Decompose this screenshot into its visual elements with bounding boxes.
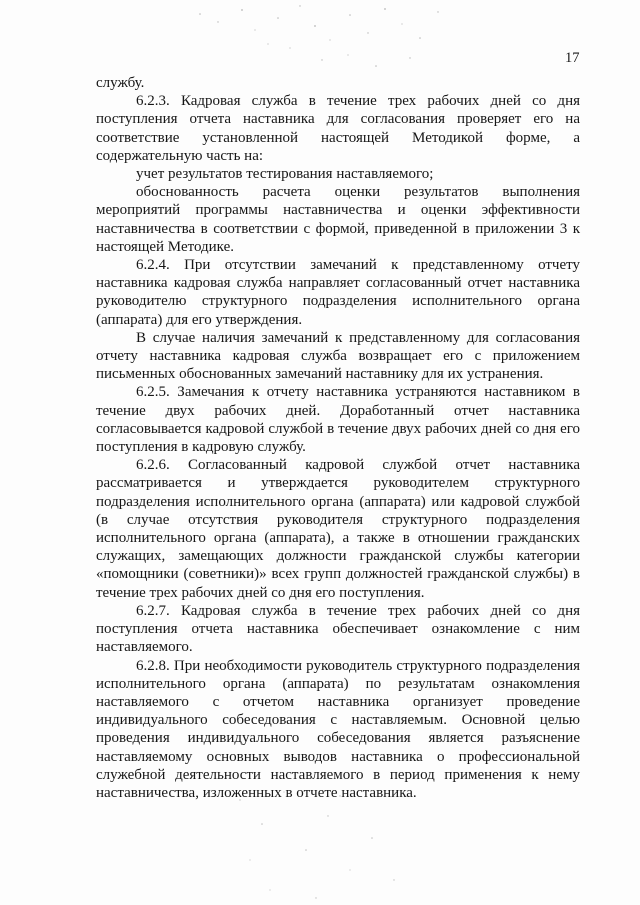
paragraph: обоснованность расчета оценки результатов выполнения мероприятий программы наставничества и оценки эффективности наставничества в соответствии с формой, приведенной в приложении 3 к настоящей Методике. [96, 184, 580, 255]
page-number: 17 [565, 50, 580, 66]
scan-noise-top [180, 0, 460, 80]
paragraph: 6.2.4. При отсутствии замечаний к представленному отчету наставника кадровая служба направляет согласованный отчет наставника руководителю структурного подразделения исполнительного органа (аппарата) для его утверждения. [96, 257, 580, 328]
paragraph: учет результатов тестирования наставляемого; [136, 166, 434, 183]
paragraph: службу. [96, 75, 145, 91]
paragraph: 6.2.6. Согласованный кадровой службой отчет наставника рассматривается и утверждается руководителем структурного подразделения исполнительного органа (аппарата) или кадровой службой (в случае отсутствия руководителя структурного подразделения исполнительного органа (аппарата), а также в отношении гражданских служащих, замещающих должности гражданской службы категории «помощники (советники)» всех групп должностей гражданской службы) в течение трех рабочих дней со дня его поступления. [96, 457, 580, 601]
paragraph: 6.2.5. Замечания к отчету наставника устраняются наставником в течение двух рабочих дней. Доработанный отчет наставника согласовывается кадровой службой в течение двух рабочих дней со дня его поступления в кадровую службу. [96, 384, 580, 456]
paragraph: В случае наличия замечаний к представленному для согласования отчету наставника кадровая служба возвращает его с приложением письменных обоснованных замечаний наставнику для их устранения. [96, 329, 580, 383]
paragraph: 6.2.3. Кадровая служба в течение трех рабочих дней со дня поступления отчета наставника для согласования проверяет его на соответствие установленной настоящей Методикой форме, а содержательную часть на: [96, 93, 580, 164]
paragraph: 6.2.7. Кадровая служба в течение трех рабочих дней со дня поступления отчета наставника обеспечивает ознакомление с ним наставляемого. [96, 602, 580, 656]
paragraph: 6.2.8. При необходимости руководитель структурного подразделения исполнительного органа (аппарата) по результатам ознакомления наставляемого с отчетом наставника организует проведение индивидуального собеседования с наставляемым. Основной целью проведения индивидуального собеседования является разъяснение наставляемому основных выводов наставника о профессиональной служебной деятельности наставляемого в период применения к нему наставничества, изложенных в отчете наставника. [96, 657, 580, 801]
document-body [96, 74, 580, 802]
